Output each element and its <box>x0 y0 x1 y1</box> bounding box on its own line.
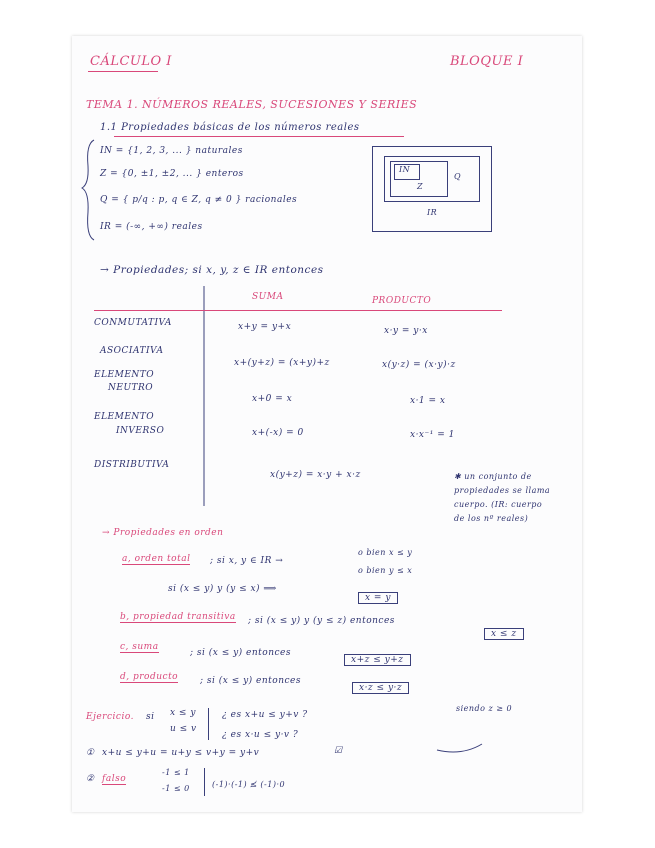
ejercicio-q2: ¿ es x·u ≤ y·v ? <box>222 730 299 740</box>
orden-a-opt2: o bien y ≤ x <box>358 566 413 575</box>
ans1-text: x+u ≤ y+u = u+y ≤ v+y = y+v <box>102 748 260 758</box>
row-neutro-name: ELEMENTO <box>94 370 155 380</box>
ejercicio-label: Ejercicio. <box>86 712 134 722</box>
orden-c-label: c, suma <box>120 642 159 652</box>
note-line-2: propiedades se llama <box>454 486 551 495</box>
ans2-a: -1 ≤ 1 <box>162 768 190 777</box>
row-neutro-name2: NEUTRO <box>108 383 154 393</box>
row-conmutativa-suma: x+y = y+x <box>238 322 292 332</box>
ejercicio-h1: x ≤ y <box>170 708 196 718</box>
ejercicio-si: si <box>146 712 155 722</box>
set-naturales: IN = {1, 2, 3, ... } naturales <box>100 146 243 156</box>
diagram-q-label: Q <box>454 172 462 181</box>
note-line-4: de los nº reales) <box>454 514 529 523</box>
orden-d-box: x·z ≤ y·z <box>352 682 409 694</box>
orden-a-label: a, orden total <box>122 554 191 564</box>
orden-b-label: b, propiedad transitiva <box>120 612 236 622</box>
orden-title: → Propiedades en orden <box>102 528 224 538</box>
course-title: CÁLCULO I <box>90 54 172 69</box>
ejercicio-h2: u ≤ v <box>170 724 197 734</box>
ans1-check-icon: ☑ <box>334 746 343 756</box>
row-neutro-suma: x+0 = x <box>252 394 293 404</box>
orden-c-box: x+z ≤ y+z <box>344 654 411 666</box>
topic-subtitle: 1.1 Propiedades básicas de los números reales <box>100 122 360 133</box>
row-inverso-suma: x+(-x) = 0 <box>252 428 304 438</box>
orden-c-text: ; si (x ≤ y) entonces <box>190 648 291 658</box>
col-producto: PRODUCTO <box>372 296 432 306</box>
ejercicio-brace <box>208 708 209 740</box>
orden-b-text: ; si (x ≤ y) y (y ≤ z) entonces <box>248 616 395 626</box>
notebook-page <box>72 36 582 812</box>
table-header-line <box>94 310 502 311</box>
ans2-brace <box>204 768 205 796</box>
ans2-num: ② <box>86 774 95 784</box>
ejercicio-q1: ¿ es x+u ≤ y+v ? <box>222 710 308 720</box>
orden-d-label: d, producto <box>120 672 179 682</box>
row-conmutativa-producto: x·y = y·x <box>384 326 428 336</box>
row-inverso-name: ELEMENTO <box>94 412 155 422</box>
row-asociativa-suma: x+(y+z) = (x+y)+z <box>234 358 330 368</box>
row-asociativa-producto: x(y·z) = (x·y)·z <box>382 360 456 370</box>
note-line-1: ✱ un conjunto de <box>454 472 532 481</box>
props-intro: → Propiedades; si x, y, z ∈ IR entonces <box>100 264 324 276</box>
ans2-b: -1 ≤ 0 <box>162 784 190 793</box>
note-line-3: cuerpo. (IR: cuerpo <box>454 500 543 509</box>
orden-b-box: x ≤ z <box>484 628 524 640</box>
diagram-z-label: Z <box>417 182 424 191</box>
ans1-num: ① <box>86 748 95 758</box>
orden-a-opt1: o bien x ≤ y <box>358 548 413 557</box>
row-inverso-producto: x·x⁻¹ = 1 <box>410 430 455 440</box>
row-conmutativa-name: CONMUTATIVA <box>94 318 172 328</box>
row-neutro-producto: x·1 = x <box>410 396 446 406</box>
diagram-n-label: IN <box>399 165 411 174</box>
row-asociativa-name: ASOCIATIVA <box>100 346 164 356</box>
orden-a-line2: si (x ≤ y) y (y ≤ x) ⟹ <box>168 584 277 594</box>
ans2-c: (-1)·(-1) ≰ (-1)·0 <box>212 780 286 789</box>
ans2-label: falso <box>102 774 127 784</box>
row-inverso-name2: INVERSO <box>116 426 165 436</box>
diagram-r-label: IR <box>427 208 438 217</box>
block-title: BLOQUE I <box>450 54 524 69</box>
set-racionales: Q = { p/q : p, q ∈ Z, q ≠ 0 } racionales <box>100 195 298 205</box>
set-reales: IR = (-∞, +∞) reales <box>100 222 203 232</box>
orden-d-cond: siendo z ≥ 0 <box>456 704 513 713</box>
orden-a-text: ; si x, y ∈ IR → <box>210 556 284 566</box>
row-distributiva-formula: x(y+z) = x·y + x·z <box>270 470 361 480</box>
col-suma: SUMA <box>252 292 284 302</box>
orden-a-box: x = y <box>358 592 398 604</box>
set-enteros: Z = {0, ±1, ±2, ... } enteros <box>100 169 244 179</box>
topic-title: TEMA 1. NÚMEROS REALES, SUCESIONES Y SERIES <box>86 98 418 111</box>
orden-d-text: ; si (x ≤ y) entonces <box>200 676 301 686</box>
row-distributiva-name: DISTRIBUTIVA <box>94 460 170 470</box>
